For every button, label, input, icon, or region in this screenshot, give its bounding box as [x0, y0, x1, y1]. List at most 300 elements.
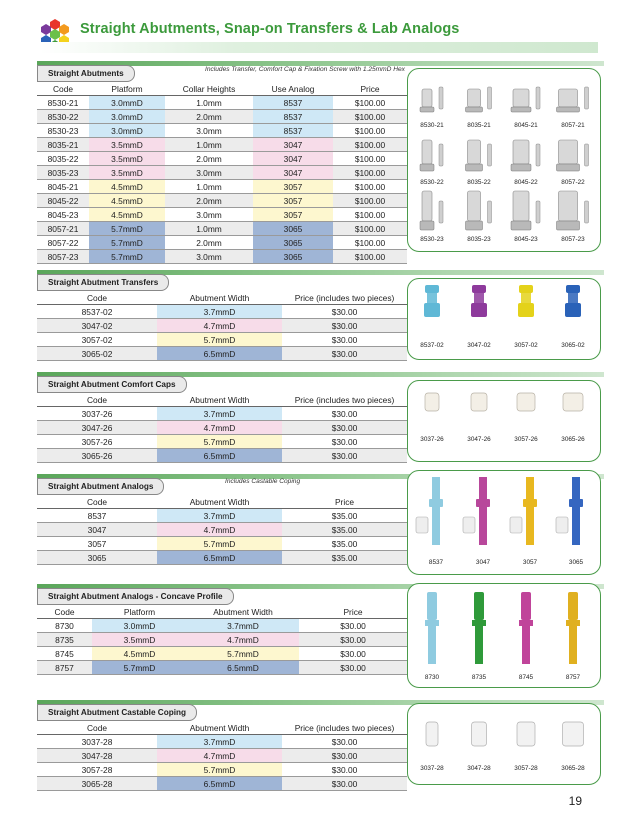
abutment-collar [557, 221, 580, 230]
screw-icon [439, 201, 443, 223]
castable-coping [563, 722, 584, 746]
table-cell: 3047 [37, 523, 157, 537]
screw-icon [439, 144, 443, 166]
coping-image-label: 3065-28 [561, 765, 585, 772]
table-cell: 6.5mmD [157, 347, 282, 361]
abutment-collar [466, 107, 483, 112]
concave-image-label: 8745 [518, 674, 534, 681]
table-row [37, 421, 407, 435]
table-cell: 5.7mmD [89, 250, 165, 264]
table-cell: 3.5mmD [92, 633, 187, 647]
castable-coping [472, 722, 487, 746]
col-header: Use Analog [253, 82, 333, 96]
castable-coping [426, 722, 438, 746]
table-row [37, 319, 407, 333]
table-cell: $100.00 [333, 110, 407, 124]
col-header: Code [37, 291, 157, 305]
concave-analog-shaft [569, 626, 577, 664]
table-row [37, 166, 407, 180]
table-cell: $30.00 [282, 435, 407, 449]
table-row [37, 537, 407, 551]
table-cell: 1.0mm [165, 138, 253, 152]
title-underline-bar [40, 42, 598, 53]
table-cell: 8045-23 [37, 208, 89, 222]
abutment-collar [466, 164, 483, 171]
abutment-collar [557, 164, 580, 171]
screw-icon [488, 87, 492, 109]
abutment-image-label: 8530-22 [420, 179, 444, 186]
table-cell: 8035-21 [37, 138, 89, 152]
table-cell: $30.00 [282, 777, 407, 791]
comfort-cap [425, 393, 439, 411]
col-header: Abutment Width [187, 605, 299, 619]
table-cell: $100.00 [333, 194, 407, 208]
analog-image-label: 3047 [475, 559, 491, 566]
caps-product-images [408, 381, 600, 461]
table-cell: 5.7mmD [157, 333, 282, 347]
analog-post [572, 477, 580, 499]
table-row [37, 551, 407, 565]
table-cell: $35.00 [282, 523, 407, 537]
col-header: Price (includes two pieces) [282, 721, 407, 735]
table-cell: 3065-02 [37, 347, 157, 361]
table-cell: $100.00 [333, 250, 407, 264]
table-cell: 3065 [37, 551, 157, 565]
analog-image-label: 3057 [522, 559, 538, 566]
abutment-body [559, 191, 578, 221]
table-cell: $30.00 [299, 633, 407, 647]
table-cell: 4.5mmD [92, 647, 187, 661]
analogs-image-panel [407, 470, 601, 575]
table-cell: $30.00 [282, 347, 407, 361]
abutment-collar [420, 107, 434, 112]
screw-icon [536, 144, 540, 166]
abutment-body [559, 89, 578, 107]
castable-coping [510, 517, 522, 533]
table-cell: 3.7mmD [187, 619, 299, 633]
table-cell: $30.00 [282, 319, 407, 333]
table-cell: 3065 [253, 250, 333, 264]
transfer-image-label: 8537-02 [420, 342, 444, 349]
analog-collar [476, 499, 490, 507]
table-cell: $30.00 [282, 749, 407, 763]
table-cell: $30.00 [299, 661, 407, 675]
abutment-image-label: 8057-23 [561, 236, 585, 243]
page-number: 19 [568, 794, 582, 808]
concave-analog-collar [566, 620, 580, 626]
abutment-body [468, 140, 481, 164]
concave-table [37, 605, 407, 675]
table-row [37, 110, 407, 124]
table-cell: 8537 [253, 110, 333, 124]
transfer-body [471, 303, 487, 317]
col-header: Platform [92, 605, 187, 619]
analogs-table [37, 495, 407, 565]
table-cell: 3057 [37, 537, 157, 551]
table-row [37, 777, 407, 791]
table-cell: 3.0mm [165, 124, 253, 138]
table-cell: 2.0mm [165, 110, 253, 124]
concave-product-images [408, 584, 600, 687]
screw-icon [536, 201, 540, 223]
table-row [37, 735, 407, 749]
table-cell: 1.0mm [165, 96, 253, 110]
col-header: Collar Heights [165, 82, 253, 96]
col-header: Price (includes two pieces) [282, 393, 407, 407]
abutment-body [468, 89, 481, 107]
abutment-body [468, 191, 481, 221]
table-cell: 2.0mm [165, 152, 253, 166]
table-cell: $100.00 [333, 236, 407, 250]
table-row [37, 236, 407, 250]
table-cell: 8537 [253, 96, 333, 110]
table-cell: $100.00 [333, 208, 407, 222]
table-row [37, 647, 407, 661]
coping-product-images [408, 704, 600, 784]
analog-collar [429, 499, 443, 507]
col-header: Price [299, 605, 407, 619]
table-row [37, 333, 407, 347]
table-cell: 8045-22 [37, 194, 89, 208]
cap-image-label: 3065-26 [561, 436, 585, 443]
table-cell: 3.0mm [165, 208, 253, 222]
analog-shaft [479, 507, 487, 545]
transfer-body [565, 303, 581, 317]
table-row [37, 661, 407, 675]
table-cell: 3047-26 [37, 421, 157, 435]
table-cell: 4.7mmD [157, 421, 282, 435]
col-header: Abutment Width [157, 291, 282, 305]
table-cell: 6.5mmD [187, 661, 299, 675]
table-cell: $30.00 [282, 333, 407, 347]
table-cell: 8057-22 [37, 236, 89, 250]
table-cell: 3047 [253, 166, 333, 180]
table-cell: 3.0mmD [89, 124, 165, 138]
abutment-collar [511, 164, 531, 171]
abutment-collar [557, 107, 580, 112]
abutment-image-label: 8045-22 [514, 179, 538, 186]
table-cell: 8057-21 [37, 222, 89, 236]
table-cell: 3057-28 [37, 763, 157, 777]
concave-analog-collar [425, 620, 439, 626]
table-cell: 8757 [37, 661, 92, 675]
caps-table [37, 393, 407, 463]
screw-icon [488, 144, 492, 166]
table-cell: 3.7mmD [157, 509, 282, 523]
table-cell: $30.00 [282, 763, 407, 777]
concave-heading: Straight Abutment Analogs - Concave Profile [37, 588, 234, 605]
table-cell: 4.7mmD [157, 749, 282, 763]
analog-shaft [432, 507, 440, 545]
concave-analog-top [474, 592, 484, 620]
table-cell: 8730 [37, 619, 92, 633]
concave-image-label: 8757 [565, 674, 581, 681]
comfort-cap [471, 393, 487, 411]
table-cell: 4.5mmD [89, 208, 165, 222]
coping-image-label: 3037-28 [420, 765, 444, 772]
concave-analog-top [521, 592, 531, 620]
table-cell: 3057 [253, 194, 333, 208]
screw-icon [488, 201, 492, 223]
table-cell: $30.00 [282, 407, 407, 421]
table-cell: 3047 [253, 138, 333, 152]
caps-image-panel [407, 380, 601, 462]
screw-icon [585, 201, 589, 223]
table-row [37, 449, 407, 463]
table-cell: $30.00 [299, 647, 407, 661]
screw-icon [536, 87, 540, 109]
table-cell: 8530-23 [37, 124, 89, 138]
abutment-image-label: 8045-23 [514, 236, 538, 243]
transfer-image-label: 3047-02 [467, 342, 491, 349]
castable-coping [517, 722, 535, 746]
table-cell: 3057-02 [37, 333, 157, 347]
table-cell: 3.0mmD [89, 96, 165, 110]
table-cell: 4.7mmD [157, 319, 282, 333]
concave-analog-collar [519, 620, 533, 626]
transfer-cap [566, 285, 580, 293]
coping-image-panel [407, 703, 601, 785]
table-cell: $100.00 [333, 152, 407, 166]
transfers-product-images [408, 279, 600, 359]
table-cell: $100.00 [333, 96, 407, 110]
table-cell: 3057 [253, 180, 333, 194]
table-cell: $100.00 [333, 222, 407, 236]
table-row [37, 194, 407, 208]
table-cell: 8045-21 [37, 180, 89, 194]
analogs-note: Includes Castable Coping [225, 478, 301, 485]
coping-heading: Straight Abutment Castable Coping [37, 704, 197, 721]
concave-analog-collar [472, 620, 486, 626]
col-header: Code [37, 721, 157, 735]
table-cell: 3.7mmD [157, 407, 282, 421]
castable-coping [463, 517, 475, 533]
table-cell: 4.7mmD [187, 633, 299, 647]
abutment-body [513, 140, 529, 164]
page-title: Straight Abutments, Snap-on Transfers & Lab Analogs [80, 21, 460, 37]
caps-heading: Straight Abutment Comfort Caps [37, 376, 187, 393]
table-cell: $100.00 [333, 180, 407, 194]
table-cell: $35.00 [282, 537, 407, 551]
transfers-heading: Straight Abutment Transfers [37, 274, 169, 291]
abutment-body [422, 191, 432, 221]
abutments-table [37, 82, 407, 264]
analog-collar [523, 499, 537, 507]
table-row [37, 435, 407, 449]
table-cell: $35.00 [282, 551, 407, 565]
abutment-body [559, 140, 578, 164]
screw-icon [585, 144, 589, 166]
cap-image-label: 3047-26 [467, 436, 491, 443]
table-cell: $100.00 [333, 166, 407, 180]
table-cell: $30.00 [282, 735, 407, 749]
table-row [37, 152, 407, 166]
table-row [37, 305, 407, 319]
coping-image-label: 3057-28 [514, 765, 538, 772]
abutment-collar [420, 221, 434, 230]
abutment-body [513, 191, 529, 221]
table-row [37, 523, 407, 537]
table-row [37, 749, 407, 763]
castable-coping [556, 517, 568, 533]
abutments-note: Includes Transfer, Comfort Cap & Fixation Screw with 1.25mmD Hex [205, 66, 405, 73]
table-cell: 5.7mmD [157, 435, 282, 449]
analog-shaft [572, 507, 580, 545]
abutment-body [422, 140, 432, 164]
screw-icon [439, 87, 443, 109]
transfer-cap [519, 285, 533, 293]
table-row [37, 509, 407, 523]
table-cell: 3047-02 [37, 319, 157, 333]
comfort-cap [517, 393, 535, 411]
col-header: Code [37, 495, 157, 509]
transfers-table [37, 291, 407, 361]
comfort-cap [563, 393, 583, 411]
table-cell: 3.0mm [165, 250, 253, 264]
table-cell: 3.5mmD [89, 138, 165, 152]
abutments-image-panel [407, 68, 601, 252]
table-cell: 8537 [37, 509, 157, 523]
table-cell: 3065-26 [37, 449, 157, 463]
table-cell: 3.0mmD [92, 619, 187, 633]
col-header: Price [333, 82, 407, 96]
abutment-image-label: 8530-21 [420, 122, 444, 129]
table-cell: 3037-26 [37, 407, 157, 421]
table-cell: 4.5mmD [89, 180, 165, 194]
table-row [37, 96, 407, 110]
table-row [37, 619, 407, 633]
table-cell: 8537 [253, 124, 333, 138]
table-cell: 5.7mmD [92, 661, 187, 675]
analogs-heading: Straight Abutment Analogs [37, 478, 164, 495]
transfer-image-label: 3057-02 [514, 342, 538, 349]
abutment-body [513, 89, 529, 107]
table-row [37, 138, 407, 152]
table-cell: 4.7mmD [157, 523, 282, 537]
abutment-collar [420, 164, 434, 171]
abutment-image-label: 8035-23 [467, 236, 491, 243]
coping-image-label: 3047-28 [467, 765, 491, 772]
table-cell: 5.7mmD [187, 647, 299, 661]
abutment-collar [511, 107, 531, 112]
table-cell: $100.00 [333, 124, 407, 138]
transfers-image-panel [407, 278, 601, 360]
concave-image-label: 8730 [424, 674, 440, 681]
concave-analog-shaft [428, 626, 436, 664]
analogs-product-images [408, 471, 600, 574]
table-cell: 3.0mm [165, 166, 253, 180]
table-cell: 5.7mmD [89, 222, 165, 236]
analog-image-label: 8537 [428, 559, 444, 566]
concave-image-panel [407, 583, 601, 688]
concave-analog-top [568, 592, 578, 620]
transfer-image-label: 3065-02 [561, 342, 585, 349]
table-row [37, 180, 407, 194]
col-header: Abutment Width [157, 721, 282, 735]
table-cell: 3065-28 [37, 777, 157, 791]
table-row [37, 763, 407, 777]
transfer-neck [521, 293, 531, 303]
concave-analog-top [427, 592, 437, 620]
table-cell: $35.00 [282, 509, 407, 523]
analog-collar [569, 499, 583, 507]
abutment-collar [511, 221, 531, 230]
table-cell: 1.0mm [165, 222, 253, 236]
table-cell: 8035-22 [37, 152, 89, 166]
abutments-heading: Straight Abutments [37, 65, 135, 82]
table-cell: $100.00 [333, 138, 407, 152]
table-cell: 2.0mm [165, 236, 253, 250]
coping-table [37, 721, 407, 791]
table-cell: 3.0mmD [89, 110, 165, 124]
table-cell: 3037-28 [37, 735, 157, 749]
table-cell: 3.7mmD [157, 305, 282, 319]
concave-analog-shaft [522, 626, 530, 664]
castable-coping [416, 517, 428, 533]
abutment-collar [466, 221, 483, 230]
transfer-body [424, 303, 440, 317]
table-cell: 3.5mmD [89, 152, 165, 166]
transfer-neck [568, 293, 578, 303]
table-cell: $30.00 [282, 449, 407, 463]
table-cell: 3.5mmD [89, 166, 165, 180]
col-header: Platform [89, 82, 165, 96]
table-cell: $30.00 [282, 421, 407, 435]
transfer-body [518, 303, 534, 317]
table-cell: 8530-21 [37, 96, 89, 110]
table-cell: 8530-22 [37, 110, 89, 124]
col-header: Price (includes two pieces) [282, 291, 407, 305]
table-cell: 8537-02 [37, 305, 157, 319]
transfer-cap [472, 285, 486, 293]
table-cell: 4.5mmD [89, 194, 165, 208]
abutments-product-images [408, 69, 600, 251]
table-row [37, 633, 407, 647]
table-cell: $30.00 [299, 619, 407, 633]
analog-post [432, 477, 440, 499]
analog-shaft [526, 507, 534, 545]
analog-post [526, 477, 534, 499]
cap-image-label: 3037-26 [420, 436, 444, 443]
table-cell: 5.7mmD [157, 763, 282, 777]
concave-analog-shaft [475, 626, 483, 664]
col-header: Code [37, 82, 89, 96]
abutment-image-label: 8035-21 [467, 122, 491, 129]
table-cell: 3065 [253, 222, 333, 236]
analog-image-label: 3065 [568, 559, 584, 566]
table-cell: $30.00 [282, 305, 407, 319]
table-cell: 8057-23 [37, 250, 89, 264]
table-cell: 5.7mmD [157, 537, 282, 551]
transfer-cap [425, 285, 439, 293]
abutment-image-label: 8057-22 [561, 179, 585, 186]
table-cell: 6.5mmD [157, 551, 282, 565]
table-row [37, 208, 407, 222]
table-row [37, 222, 407, 236]
table-cell: 8035-23 [37, 166, 89, 180]
table-cell: 3047 [253, 152, 333, 166]
screw-icon [585, 87, 589, 109]
table-cell: 3065 [253, 236, 333, 250]
transfer-neck [474, 293, 484, 303]
table-cell: 3057-26 [37, 435, 157, 449]
abutment-image-label: 8057-21 [561, 122, 585, 129]
abutment-body [422, 89, 432, 107]
col-header: Price [282, 495, 407, 509]
abutment-image-label: 8530-23 [420, 236, 444, 243]
table-cell: 2.0mm [165, 194, 253, 208]
analog-post [479, 477, 487, 499]
